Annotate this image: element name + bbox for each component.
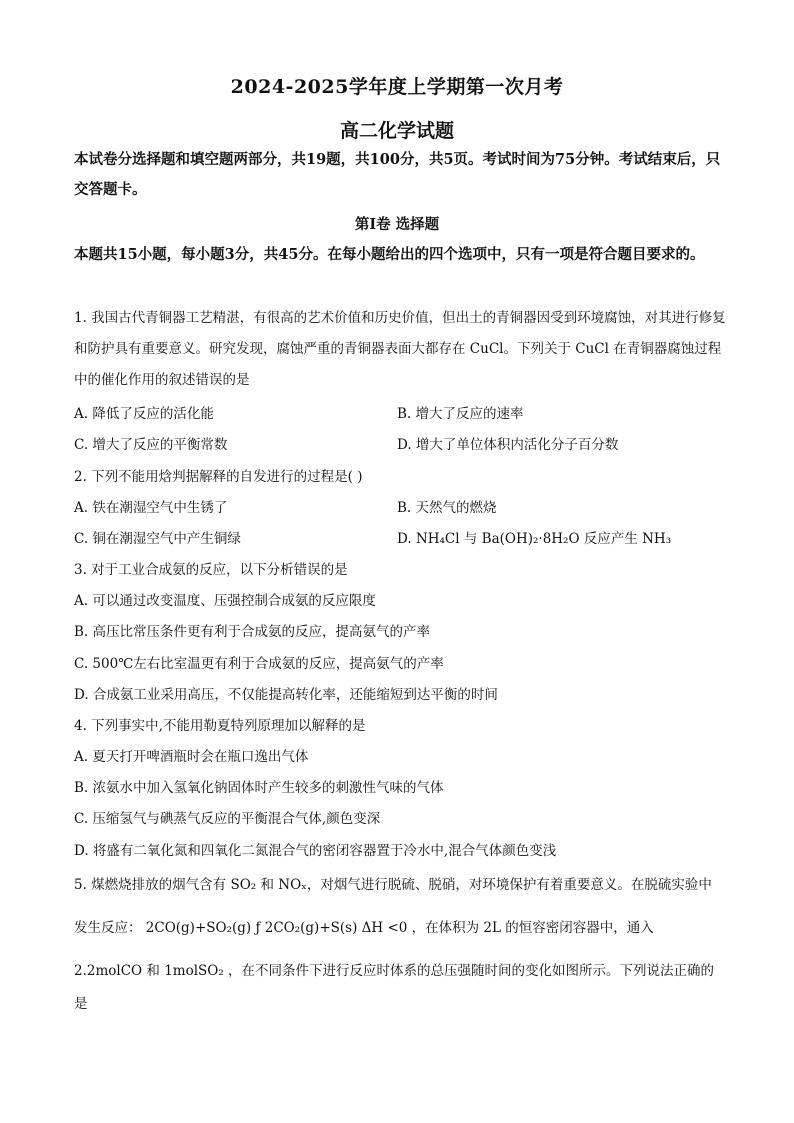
question-1-option-b: B. 增大了反应的速率 (397, 406, 524, 422)
question-2-option-b: B. 天然气的燃烧 (397, 500, 497, 516)
question-4-option-b: B. 浓氨水中加入氢氧化钠固体时产生较多的刺激性气味的气体 (74, 780, 444, 796)
question-3-option-a: A. 可以通过改变温度、压强控制合成氨的反应限度 (74, 593, 376, 609)
question-2-option-a: A. 铁在潮湿空气中生锈了 (74, 500, 228, 516)
exam-intro: 本试卷分选择题和填空题两部分，共19题，共100分，共5页。考试时间为75分钟。考试结束后，只交答题卡。 (74, 151, 721, 198)
subject-title: 高二化学试题 (339, 120, 454, 142)
question-5-line-4: 是 (74, 996, 88, 1012)
question-4-option-c: C. 压缩氢气与碘蒸气反应的平衡混合气体,颜色变深 (74, 811, 381, 827)
question-4-stem: 4. 下列事实中,不能用勒夏特列原理加以解释的是 (74, 718, 366, 734)
question-1-stem: 1. 我国古代青铜器工艺精湛，有很高的艺术价值和历史价值，但出土的青铜器因受到环境腐蚀，对其进行修复和防护具有重要意义。研究发现，腐蚀严重的青铜器表面大都存在 CuCl。下列关于 CuCl 在青铜器腐蚀过程中的催化作用的叙述错误的是 (74, 310, 726, 388)
section-title: 第I卷 选择题 (354, 216, 440, 233)
question-3-stem: 3. 对于工业合成氨的反应，以下分析错误的是 (74, 562, 348, 578)
question-4-option-a: A. 夏天打开啤酒瓶时会在瓶口逸出气体 (74, 749, 309, 765)
question-2-option-d: D. NH₄Cl 与 Ba(OH)₂·8H₂O 反应产生 NH₃ (397, 531, 672, 547)
question-2-stem: 2. 下列不能用焓判据解释的自发进行的过程是( ) (74, 469, 363, 485)
question-3-option-c: C. 500℃左右比室温更有利于合成氨的反应，提高氨气的产率 (74, 656, 444, 672)
question-3-option-b: B. 高压比常压条件更有利于合成氨的反应，提高氨气的产率 (74, 624, 431, 640)
question-5-line-2: 发生反应： 2CO(g)+SO₂(g) ƒ 2CO₂(g)+S(s) ΔH <0 ，在体积为 2L 的恒容密闭容器中，通入 (74, 920, 654, 936)
section-instructions: 本题共15小题，每小题3分，共45分。在每小题给出的四个选项中，只有一项是符合题目要求的。 (74, 246, 705, 263)
question-4-option-d: D. 将盛有二氧化氮和四氧化二氮混合气的密闭容器置于冷水中,混合气体颜色变浅 (74, 843, 557, 859)
question-2-option-c: C. 铜在潮湿空气中产生铜绿 (74, 531, 241, 547)
question-1-option-a: A. 降低了反应的活化能 (74, 406, 214, 422)
question-1-option-d: D. 增大了单位体积内活化分子百分数 (397, 437, 619, 453)
question-5-line-1: 5. 煤燃烧排放的烟气含有 SO₂ 和 NOₓ，对烟气进行脱硫、脱硝，对环境保护有着重要意义。在脱硫实验中 (74, 877, 712, 893)
question-3-option-d: D. 合成氨工业采用高压，不仅能提高转化率，还能缩短到达平衡的时间 (74, 687, 498, 703)
exam-title: 2024-2025学年度上学期第一次月考 (230, 76, 564, 98)
question-5-line-3: 2.2molCO 和 1molSO₂ ，在不同条件下进行反应时体系的总压强随时间的变化如图所示。下列说法正确的 (74, 963, 715, 979)
question-1-option-c: C. 增大了反应的平衡常数 (74, 437, 228, 453)
